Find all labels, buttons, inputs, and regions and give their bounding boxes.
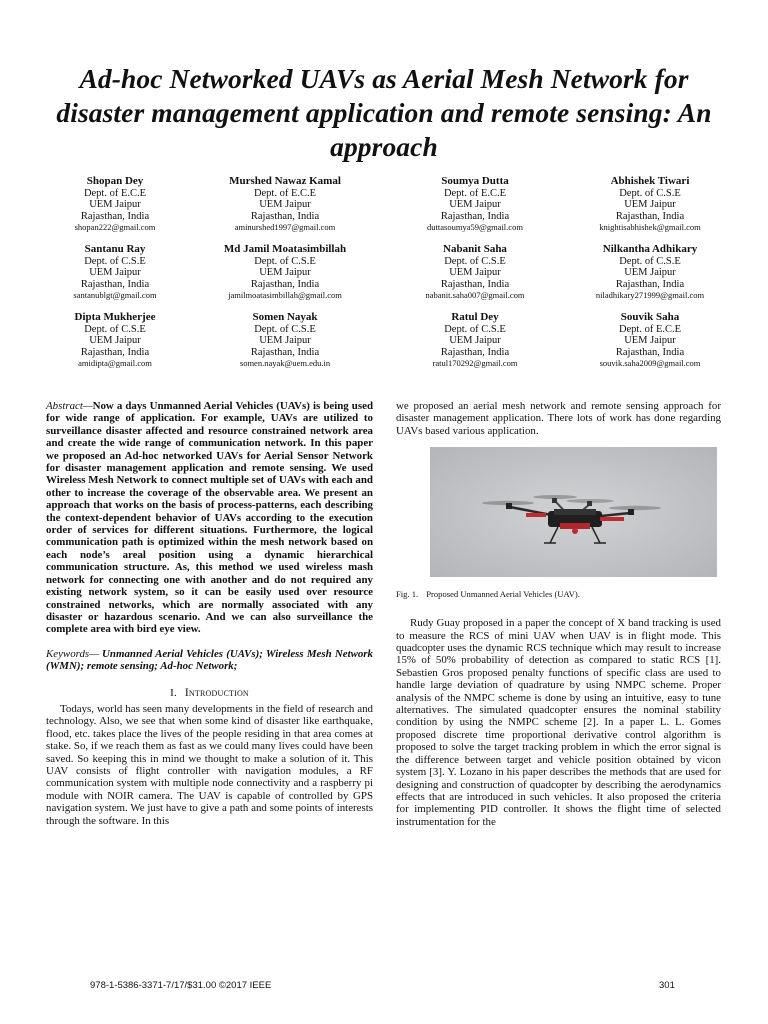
author-name: Somen Nayak xyxy=(252,311,318,323)
figure-label: Fig. 1. xyxy=(396,589,419,600)
author-name: Dipta Mukherjee xyxy=(74,311,156,323)
author-email: ratul170292@gmail.com xyxy=(432,358,518,368)
author-dept: Dept. of C.S.E xyxy=(444,255,506,267)
section-number: I. xyxy=(170,686,177,699)
author-institution: UEM Jaipur xyxy=(89,199,141,210)
author-location: Rajasthan, India xyxy=(250,278,320,290)
author-card xyxy=(40,244,190,312)
right-paragraph-2: Rudy Guay proposed in a paper the concept of X band tracking is used to measure the RCS of mini UAV when UAV is in flight mode. This quadcopter uses the dynamic RCS technique which may result to increase 15% of 50% probability of detection as compared to static RCS [1]. Sebastien Gros proposed penalty functions of specific class are used to handle large deviation of quadrature by using NMPC scheme. Proper analysis of the NMPC scheme is done by using an intuitive, easy to tune alternatives. The simulated quadcopter ensures the nominal stability condition by using the NMPC scheme [2]. In a paper L. L. Gomes proposed discrete time proportional derivative control algorithm is proposed to solve the target tracking problem in which the error signal is the difference between target and vehicle position obtained by vicon system [3]. Y. Lozano in his paper describes the methods that are used for designing and construction of quadcopter by describing the aerodynamics effects that are introduced in such vehicles. It also proposed the criteria for implementing PID controller. It shows the flight time of selected instrumentation for the xyxy=(396,617,721,828)
author-dept: Dept. of E.C.E xyxy=(253,187,317,199)
author-name: Nabanit Saha xyxy=(443,243,507,255)
author-card xyxy=(570,176,730,244)
abstract xyxy=(46,400,373,636)
author-dept: Dept. of E.C.E xyxy=(443,187,507,199)
author-email: knightisabhishek@gmail.com xyxy=(599,222,701,232)
author-dept: Dept. of C.S.E xyxy=(619,255,681,267)
author-dept: Dept. of C.S.E xyxy=(444,323,506,335)
author-name: Nilkantha Adhikary xyxy=(602,243,698,255)
author-institution: UEM Jaipur xyxy=(259,335,311,346)
author-location: Rajasthan, India xyxy=(615,346,685,358)
author-institution: UEM Jaipur xyxy=(449,267,501,278)
author-email: jamilmoatasimbillah@gmail.com xyxy=(228,290,342,300)
author-card xyxy=(40,176,190,244)
keywords-text: Unmanned Aerial Vehicles (UAVs); Wireless Mesh Network (WMN); remote sensing; Ad-hoc Network; xyxy=(46,647,373,673)
uav-figure-image xyxy=(430,447,717,577)
author-name: Shopan Dey xyxy=(86,175,144,187)
author-location: Rajasthan, India xyxy=(440,210,510,222)
author-dept: Dept. of C.S.E xyxy=(84,323,146,335)
author-institution: UEM Jaipur xyxy=(259,267,311,278)
author-email: duttasoumya59@gmail.com xyxy=(427,222,523,232)
author-location: Rajasthan, India xyxy=(80,210,150,222)
author-email: shopan222@gmail.com xyxy=(74,222,156,232)
author-institution: UEM Jaipur xyxy=(624,335,676,346)
author-name: Ratul Dey xyxy=(451,311,499,323)
section-title: Introduction xyxy=(184,686,249,699)
author-card xyxy=(380,312,570,380)
author-institution: UEM Jaipur xyxy=(89,335,141,346)
left-column xyxy=(46,400,373,827)
author-name: Abhishek Tiwari xyxy=(610,175,690,187)
paper-title: Ad-hoc Networked UAVs as Aerial Mesh Network for disaster management application and remote sensing: An approach xyxy=(56,63,712,162)
author-name: Murshed Nawaz Kamal xyxy=(229,175,341,187)
author-email: santanublgt@gmail.com xyxy=(73,290,157,300)
abstract-text: Now a days Unmanned Aerial Vehicles (UAVs) is being used for wide range of application. For example, UAVs are utilized to surveillance disaster affected and resource constrained network area and create the wide range of communication network. In this paper we proposed an Ad-hoc networked UAVs for Aerial Sensor Network for disaster management application and remote sensing. We used Wireless Mesh Network to connect multiple set of UAVs with each and other to increase the coverage of the observable area. We present an approach that works on the basis of process-patterns, each describing the context-dependent behavior of UAVs according to the execution order of services for different situations. Furthermore, the logical communication path is optimized within the mesh network based on each node’s areal position using a dynamic hierarchical communication structure. As, this method we used wireless mash network for connecting one with another and do not required any existing network system, so it can be easily used over resource constrained networks, which are normally associated with any disaster or hazardous scenario. And we can also surveillance the complete area with bird eye view. xyxy=(46,400,373,636)
author-card xyxy=(190,244,380,312)
author-card xyxy=(190,176,380,244)
author-row xyxy=(40,312,730,380)
author-card xyxy=(570,312,730,380)
keywords-lead: Keywords— xyxy=(46,647,99,660)
author-institution: UEM Jaipur xyxy=(449,335,501,346)
author-email: nabanit.saha007@gmail.com xyxy=(425,290,525,300)
author-email: niladhikary271999@gmail.com xyxy=(595,290,705,300)
keywords xyxy=(46,648,373,673)
author-location: Rajasthan, India xyxy=(615,278,685,290)
author-row xyxy=(40,176,730,244)
author-location: Rajasthan, India xyxy=(440,278,510,290)
author-name: Souvik Saha xyxy=(620,311,680,323)
author-card xyxy=(380,244,570,312)
author-email: amidipta@gmail.com xyxy=(78,358,152,368)
author-dept: Dept. of C.S.E xyxy=(619,187,681,199)
figure-caption xyxy=(396,589,721,599)
author-institution: UEM Jaipur xyxy=(89,267,141,278)
author-institution: UEM Jaipur xyxy=(624,267,676,278)
author-dept: Dept. of C.S.E xyxy=(254,255,316,267)
author-email: somen.nayak@uem.edu.in xyxy=(239,358,331,368)
author-card xyxy=(380,176,570,244)
author-email: aminurshed1997@gmail.com xyxy=(234,222,336,232)
footer-isbn: 978-1-5386-3371-7/17/$31.00 ©2017 IEEE xyxy=(90,980,272,991)
author-institution: UEM Jaipur xyxy=(259,199,311,210)
uav-drone-icon xyxy=(430,447,717,577)
section-heading xyxy=(46,687,373,699)
author-name: Santanu Ray xyxy=(84,243,146,255)
author-name: Md Jamil Moatasimbillah xyxy=(223,243,347,255)
author-location: Rajasthan, India xyxy=(80,278,150,290)
author-card xyxy=(190,312,380,380)
author-name: Soumya Dutta xyxy=(441,175,509,187)
author-location: Rajasthan, India xyxy=(440,346,510,358)
author-block xyxy=(40,176,730,380)
author-location: Rajasthan, India xyxy=(615,210,685,222)
author-dept: Dept. of E.C.E xyxy=(83,187,147,199)
author-row xyxy=(40,244,730,312)
author-dept: Dept. of C.S.E xyxy=(254,323,316,335)
author-institution: UEM Jaipur xyxy=(449,199,501,210)
author-location: Rajasthan, India xyxy=(250,210,320,222)
intro-paragraph: Todays, world has seen many developments in the field of research and technology. Also, we see that when some kind of disaster like earthquake, flood, etc. takes place the lives of the people residing in that area comes at stake. So, if we reach them as fast as we could many lives could have been saved. So keeping this in mind we thought to make a solution of it. This UAV consists of flight controller with navigation modules, a RF communication system with multiple node connectivity and a raspberry pi module with NOIR camera. The UAV is capable of controlled by GPS navigation system. We just have to give a path and some points of interests through the software. In this xyxy=(46,702,373,827)
author-location: Rajasthan, India xyxy=(250,346,320,358)
figure-caption-text: Proposed Unmanned Aerial Vehicles (UAV). xyxy=(426,589,580,600)
author-dept: Dept. of E.C.E xyxy=(618,323,682,335)
author-card xyxy=(570,244,730,312)
author-dept: Dept. of C.S.E xyxy=(84,255,146,267)
author-email: souvik.saha2009@gmail.com xyxy=(599,358,701,368)
author-institution: UEM Jaipur xyxy=(624,199,676,210)
right-column xyxy=(396,400,721,828)
author-location: Rajasthan, India xyxy=(80,346,150,358)
right-paragraph-1: we proposed an aerial mesh network and remote sensing approach for disaster management application. There lots of work has done regarding UAVs based various application. xyxy=(396,400,721,437)
page-number: 301 xyxy=(659,980,675,991)
abstract-lead: Abstract— xyxy=(46,400,93,412)
author-card xyxy=(40,312,190,380)
